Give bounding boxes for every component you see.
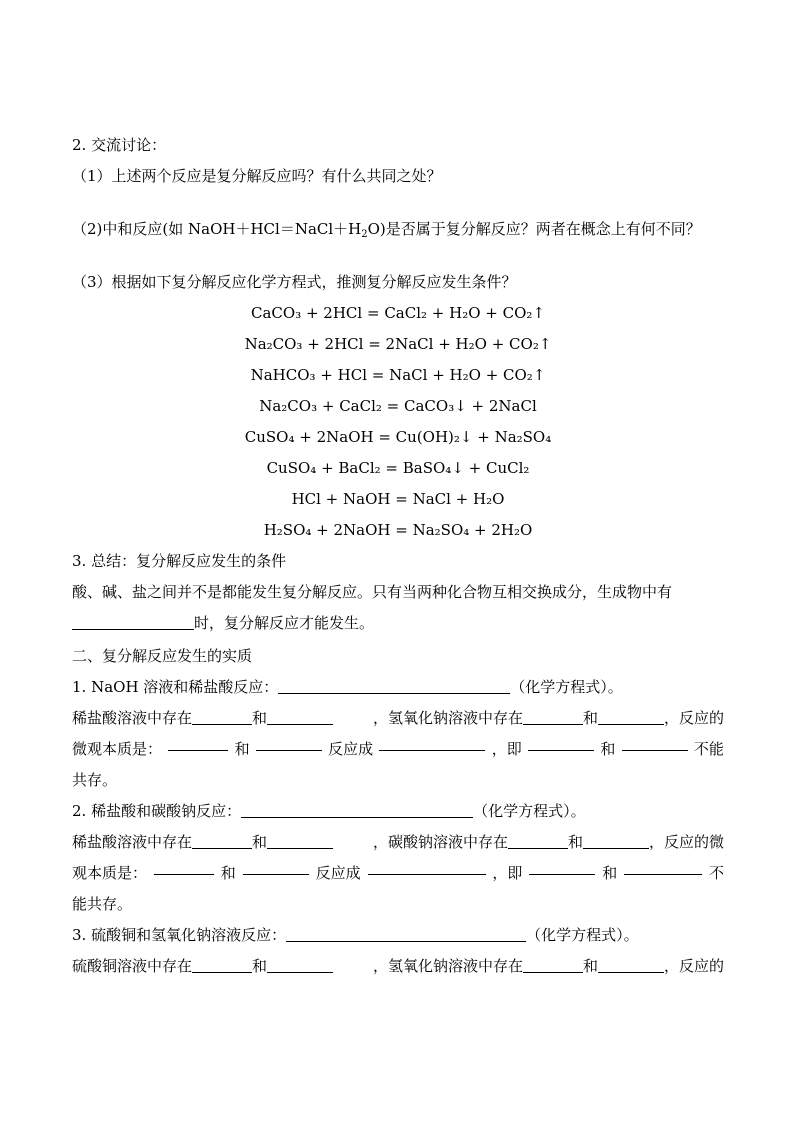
answer-blank[interactable] — [267, 708, 333, 725]
answer-blank[interactable] — [192, 708, 252, 725]
equation: H₂SO₄ + 2NaOH = Na₂SO₄ + 2H₂O — [263, 521, 533, 539]
answer-blank[interactable] — [368, 858, 486, 875]
item-2-line-2: 稀盐酸溶液中存在 和 ，碳酸钠溶液中存在 和 ，反应的微 — [72, 833, 724, 851]
answer-blank[interactable] — [598, 708, 664, 725]
item-2-title: 2. 稀盐酸和碳酸钠反应： （化学方程式）。 — [72, 802, 586, 820]
equation: CaCO₃ + 2HCl = CaCl₂ + H₂O + CO₂↑ — [251, 304, 545, 322]
item-1-title: 1. NaOH 溶液和稀盐酸反应： （化学方程式）。 — [72, 678, 623, 696]
item-3-title: 3. 硫酸铜和氢氧化钠溶液反应： （化学方程式）。 — [72, 926, 639, 944]
equation-blank[interactable] — [286, 925, 526, 942]
answer-blank[interactable] — [523, 708, 583, 725]
answer-blank[interactable] — [622, 734, 688, 751]
answer-blank[interactable] — [528, 734, 594, 751]
summary-line-2: 时，复分解反应才能发生。 — [72, 608, 724, 639]
item-2-line-4: 能共存。 — [72, 895, 133, 913]
answer-blank[interactable] — [529, 858, 595, 875]
answer-blank[interactable] — [523, 956, 583, 973]
answer-blank[interactable] — [72, 613, 194, 630]
equation-blank[interactable] — [241, 801, 473, 818]
answer-blank[interactable] — [168, 734, 228, 751]
equation: Na₂CO₃ + 2HCl = 2NaCl + H₂O + CO₂↑ — [244, 335, 552, 353]
item-2-line-3: 观本质是： 和 反应成 ，即 和 不 — [72, 858, 724, 889]
section-3-title: 3. 总结：复分解反应发生的条件 — [72, 552, 287, 570]
equation: Na₂CO₃ + CaCl₂ = CaCO₃↓ + 2NaCl — [259, 397, 537, 415]
item-1-line-2: 稀盐酸溶液中存在 和 ，氢氧化钠溶液中存在 和 ，反应的 — [72, 709, 724, 727]
question-3: （3）根据如下复分解反应化学方程式，推测复分解反应发生条件？ — [72, 273, 517, 291]
item-1-line-4: 共存。 — [72, 771, 118, 789]
section-2-title: 2. 交流讨论： — [72, 136, 167, 154]
equation: HCl + NaOH = NaCl + H₂O — [291, 490, 505, 508]
answer-blank[interactable] — [192, 832, 252, 849]
answer-blank[interactable] — [508, 832, 568, 849]
answer-blank[interactable] — [267, 956, 333, 973]
equation: NaHCO₃ + HCl = NaCl + H₂O + CO₂↑ — [250, 366, 546, 384]
answer-blank[interactable] — [243, 858, 309, 875]
item-1-line-3: 微观本质是： 和 反应成 ，即 和 不能 — [72, 734, 724, 765]
part-2-heading: 二、复分解反应发生的实质 — [72, 647, 253, 665]
answer-blank[interactable] — [598, 956, 664, 973]
equation: CuSO₄ + 2NaOH = Cu(OH)₂↓ + Na₂SO₄ — [244, 428, 552, 446]
answer-blank[interactable] — [267, 832, 333, 849]
question-1: （1）上述两个反应是复分解反应吗？有什么共同之处？ — [72, 167, 442, 185]
answer-blank[interactable] — [583, 832, 649, 849]
summary-line-1: 酸、碱、盐之间并不是都能发生复分解反应。只有当两种化合物互相交换成分，生成物中有 — [72, 583, 673, 601]
answer-blank[interactable] — [379, 734, 485, 751]
worksheet-page — [72, 130, 724, 982]
question-2: （2)中和反应(如 $NaOH+HCl=NaCl+H_2O$)是否属于复分解反应？两者在概念上有何不同？ — [72, 220, 701, 240]
answer-blank[interactable] — [624, 858, 702, 875]
equation: CuSO₄ + BaCl₂ = BaSO₄↓ + CuCl₂ — [266, 459, 530, 477]
equation-list — [72, 298, 724, 546]
item-3-line-2: 硫酸铜溶液中存在 和 ，氢氧化钠溶液中存在 和 ，反应的 — [72, 957, 724, 975]
answer-blank[interactable] — [154, 858, 214, 875]
equation-blank[interactable] — [278, 677, 510, 694]
answer-blank[interactable] — [256, 734, 322, 751]
answer-blank[interactable] — [192, 956, 252, 973]
